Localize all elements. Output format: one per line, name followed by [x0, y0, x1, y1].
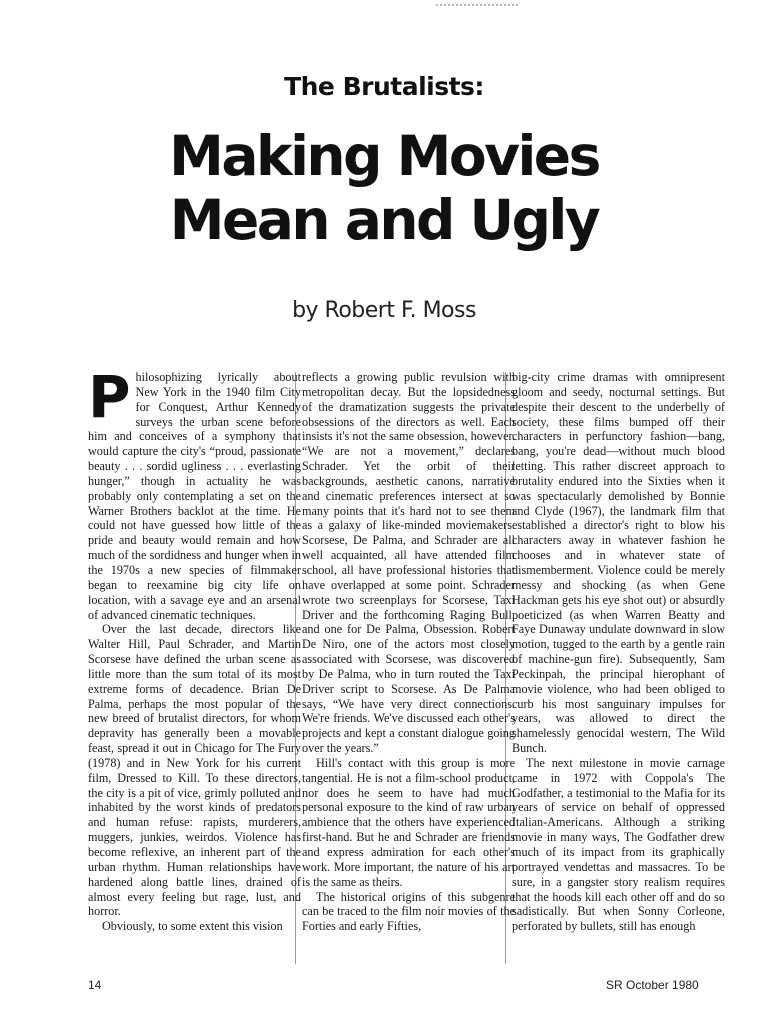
page-number: 14 [88, 978, 102, 992]
body-column-1 [88, 370, 301, 966]
headline-line-1: Making Movies [169, 124, 599, 188]
article-kicker: The Brutalists: [284, 72, 484, 101]
paragraph-text: hilosophizing lyrically about New York in the 1940 film City for Conquest, Arthur Kennedy surveys the urban scene before him and conceives of a symphony that would capture the city's “proud, passionate beauty . . . sordid ugliness . . . everlasting hunger,” though in actuality he was probably only contemplating a set on the Warner Brothers backlot at the time. He could not have guessed how little of the pride and beauty would remain and how much of the sordidness and hunger when in the 1970s a new species of filmmaker began to reexamine big city life on location, with a savage eye and an arsenal of advanced cinematic techniques. [88, 370, 301, 622]
paragraph: The next milestone in movie carnage came in 1972 with Coppola's The Godfather, a testimonial to the Mafia for its years of service on behalf of oppressed Italian-Americans. Although a striking movie in many ways, The Godfather drew much of its impact from its graphically portrayed vendettas and massacres. To be sure, in a gangster story realism requires that the hoods kill each other off and do so sadistically. But when Sonny Corleone, perforated by bullets, still has enough [512, 755, 725, 934]
paragraph: Over the last decade, directors like Walter Hill, Paul Schrader, and Martin Scorsese have defined the urban scene as little more than the sum total of its most extreme forms of decadence. Brian De Palma, perhaps the most popular of the new breed of brutalist directors, for whom depravity has generally been a movable feast, spread it out in Chicago for The Fury (1978) and in New York for his current film, Dressed to Kill. To these directors, the city is a pit of vice, grimly polluted and inhabited by the worst kinds of predators and human refuse: rapists, murderers, muggers, junkies, weirdos. Violence has become reflexive, an inherent part of the urban rhythm. Human relationships have hardened along battle lines, drained of almost every feeling but rage, lust, and horror. [88, 622, 301, 919]
paragraph [88, 370, 301, 622]
drop-cap: P [88, 370, 131, 431]
paragraph: reflects a growing public revulsion with metropolitan decay. But the lopsidedness of the dramatization suggests the private obsessions of the directors as well. Each insists it's not the same obsession, however. “We are not a movement,” declares Schrader. Yet the orbit of their backgrounds, aesthetic canons, narrative and cinematic preferences intersect at so many points that it's hard not to see them as a galaxy of like-minded moviemakers. Scorsese, De Palma, and Schrader are all well acquainted, all have attended film school, all have professional histories that have overlapped at some point. Schrader wrote two screenplays for Scorsese, Taxi Driver and the forthcoming Raging Bull, and one for De Palma, Obsession. Robert De Niro, one of the actors most closely associated with Scorsese, was discovered by De Palma, who in turn routed the Taxi Driver script to Scorsese. As De Palma says, “We have very direct connections. We're friends. We've discussed each other's projects and kept a constant dialogue going over the years.” [302, 370, 515, 756]
body-column-3 [512, 370, 725, 966]
paragraph: The historical origins of this subgenre can be traced to the film noir movies of the Forties and early Fifties, [302, 889, 515, 934]
scan-artifact [436, 4, 518, 9]
issue-footer: SR October 1980 [606, 978, 699, 992]
paragraph: Obviously, to some extent this vision [102, 919, 283, 934]
body-column-2 [302, 370, 515, 966]
headline-line-2: Mean and Ugly [169, 188, 599, 252]
article-headline [0, 124, 768, 252]
article-byline: by Robert F. Moss [292, 298, 476, 323]
paragraph: big-city crime dramas with omnipresent gloom and seedy, nocturnal settings. But despite their descent to the underbelly of society, these films bumped off their characters in perfunctory fashion—bang, bang, you're dead—without much blood letting. This rather discreet approach to brutality endured into the Sixties when it was spectacularly demolished by Bonnie and Clyde (1967), the landmark film that established a director's right to blow his characters away in whatever fashion he chooses and in whatever state of dismemberment. Violence could be merely messy and shocking (as when Gene Hackman gets his eye shot out) or absurdly poeticized (as when Warren Beatty and Faye Dunaway undulate downward in slow motion, tugged to the earth by a gentle rain of machine-gun fire). Subsequently, Sam Peckinpah, the principal hierophant of movie violence, who had been obliged to curb his most sanguinary impulses for years, was allowed to direct the shamelessly genocidal western, The Wild Bunch. [512, 370, 725, 756]
paragraph: Hill's contact with this group is more tangential. He is not a film-school product, nor does he seem to have had much personal exposure to the kind of raw urban ambience that the others have experienced first-hand. But he and Schrader are friends and express admiration for each other's work. More important, the nature of his art is the same as theirs. [302, 755, 515, 889]
